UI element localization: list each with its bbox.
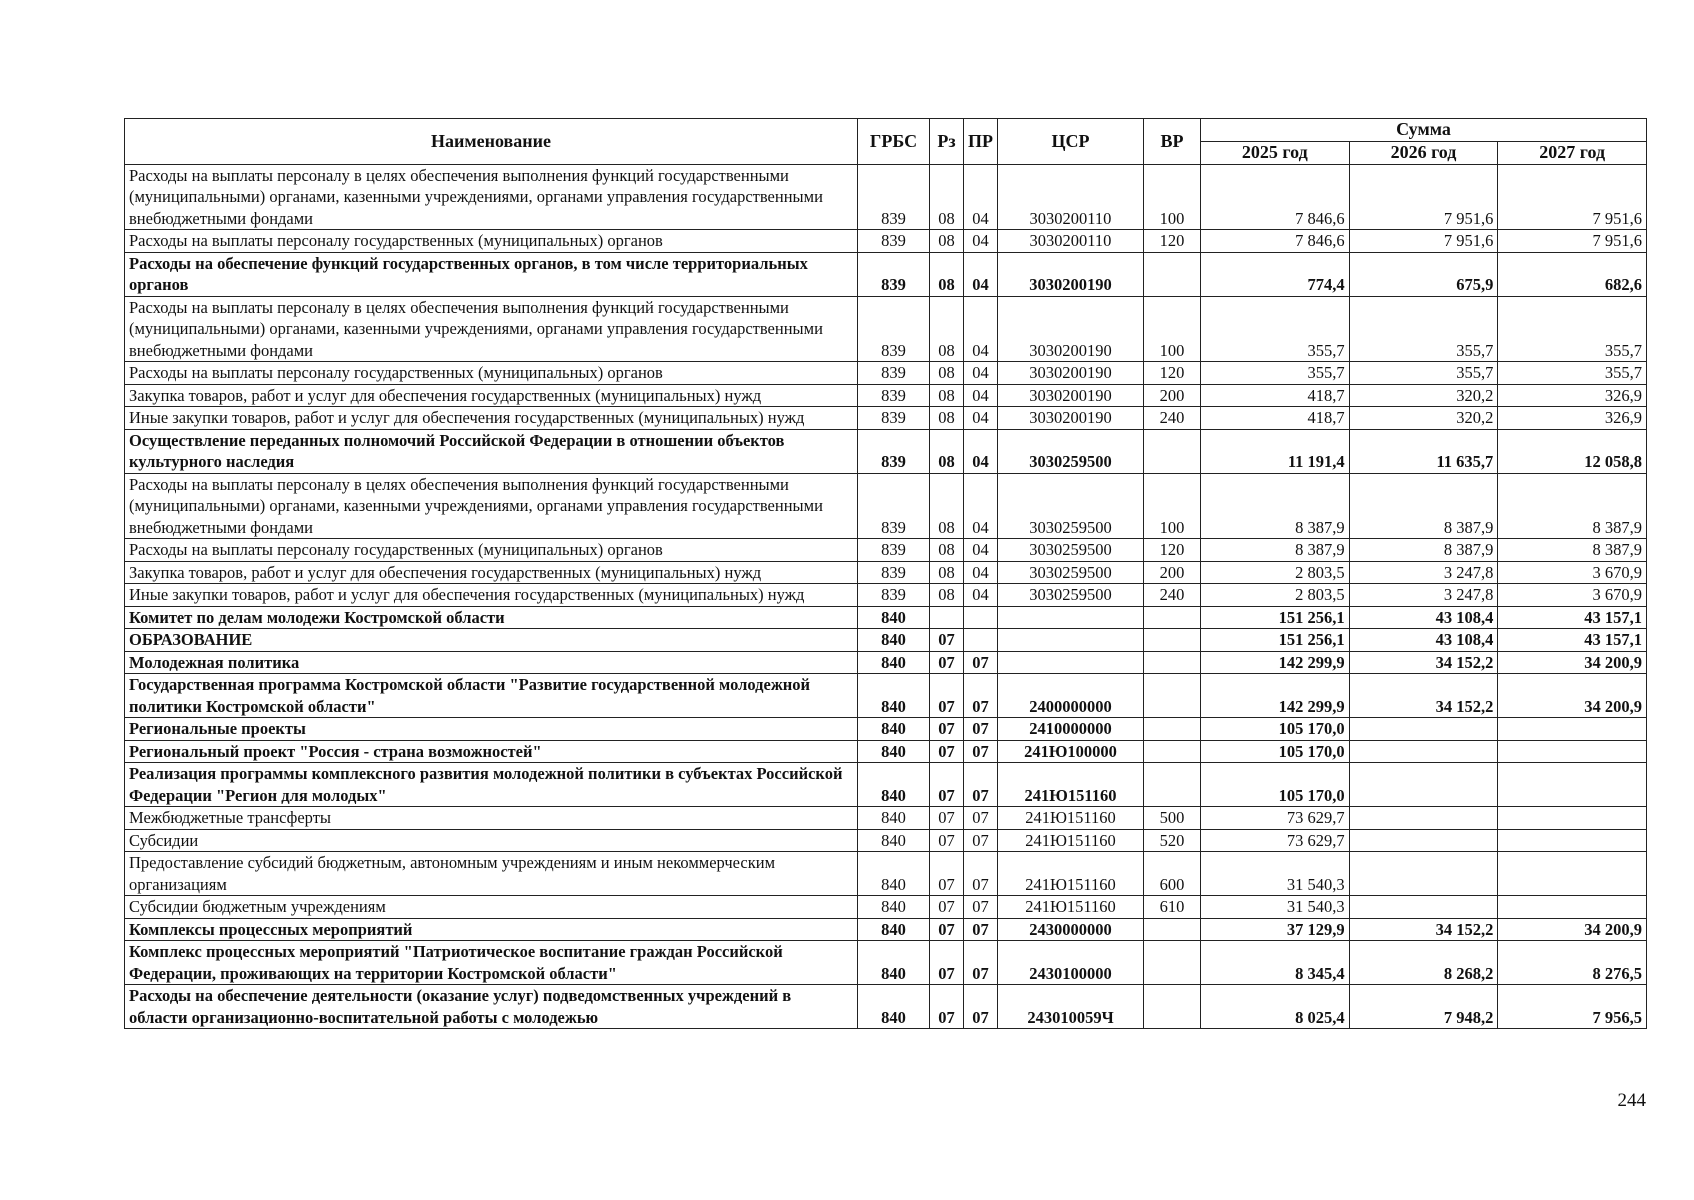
cell-vr <box>1144 651 1201 674</box>
cell-2027 <box>1498 763 1647 807</box>
cell-2027: 326,9 <box>1498 384 1647 407</box>
cell-vr <box>1144 718 1201 741</box>
cell-2026: 34 152,2 <box>1349 651 1498 674</box>
cell-2026 <box>1349 763 1498 807</box>
cell-csr: 3030200110 <box>998 164 1144 230</box>
cell-grbs: 839 <box>858 230 930 253</box>
cell-pr: 07 <box>964 740 998 763</box>
cell-pr: 07 <box>964 674 998 718</box>
cell-vr: 120 <box>1144 230 1201 253</box>
cell-grbs: 840 <box>858 852 930 896</box>
cell-name: Субсидии <box>125 829 858 852</box>
cell-2027: 43 157,1 <box>1498 629 1647 652</box>
cell-2026: 355,7 <box>1349 296 1498 362</box>
cell-name: Комплекс процессных мероприятий "Патриотическое воспитание граждан Российской Федерации, проживающих на территории Костромской области" <box>125 941 858 985</box>
cell-2026: 34 152,2 <box>1349 674 1498 718</box>
cell-2026: 320,2 <box>1349 407 1498 430</box>
cell-grbs: 840 <box>858 629 930 652</box>
cell-grbs: 840 <box>858 651 930 674</box>
cell-2026 <box>1349 807 1498 830</box>
table-row <box>125 629 1647 652</box>
cell-pr: 04 <box>964 473 998 539</box>
cell-grbs: 839 <box>858 429 930 473</box>
cell-vr <box>1144 629 1201 652</box>
cell-grbs: 840 <box>858 763 930 807</box>
cell-pr: 04 <box>964 407 998 430</box>
cell-csr: 241Ю151160 <box>998 763 1144 807</box>
cell-csr: 3030200190 <box>998 252 1144 296</box>
cell-name: Комитет по делам молодежи Костромской области <box>125 606 858 629</box>
cell-2026: 7 948,2 <box>1349 985 1498 1029</box>
cell-rz: 07 <box>930 896 964 919</box>
cell-2025: 355,7 <box>1201 362 1350 385</box>
cell-rz: 08 <box>930 362 964 385</box>
cell-vr: 500 <box>1144 807 1201 830</box>
cell-2027: 34 200,9 <box>1498 674 1647 718</box>
header-grbs: ГРБС <box>858 119 930 165</box>
cell-name: Расходы на обеспечение деятельности (оказание услуг) подведомственных учреждений в области организационно-воспитательной работы с молодежью <box>125 985 858 1029</box>
cell-2027 <box>1498 807 1647 830</box>
cell-rz: 08 <box>930 296 964 362</box>
cell-2025: 37 129,9 <box>1201 918 1350 941</box>
cell-vr: 200 <box>1144 384 1201 407</box>
cell-grbs: 840 <box>858 674 930 718</box>
table-row <box>125 985 1647 1029</box>
cell-name: Расходы на выплаты персоналу государственных (муниципальных) органов <box>125 230 858 253</box>
table-row <box>125 407 1647 430</box>
cell-2027: 12 058,8 <box>1498 429 1647 473</box>
cell-2027: 34 200,9 <box>1498 651 1647 674</box>
cell-2026 <box>1349 740 1498 763</box>
header-2025: 2025 год <box>1201 141 1350 164</box>
cell-2026: 34 152,2 <box>1349 918 1498 941</box>
cell-rz: 07 <box>930 852 964 896</box>
cell-grbs: 839 <box>858 362 930 385</box>
cell-vr: 610 <box>1144 896 1201 919</box>
cell-2025: 2 803,5 <box>1201 561 1350 584</box>
table-row <box>125 718 1647 741</box>
cell-pr: 04 <box>964 230 998 253</box>
cell-grbs: 840 <box>858 985 930 1029</box>
cell-csr: 2410000000 <box>998 718 1144 741</box>
cell-grbs: 840 <box>858 829 930 852</box>
cell-2026: 7 951,6 <box>1349 230 1498 253</box>
cell-grbs: 839 <box>858 539 930 562</box>
cell-2026: 8 387,9 <box>1349 473 1498 539</box>
cell-2026: 8 268,2 <box>1349 941 1498 985</box>
cell-2025: 142 299,9 <box>1201 674 1350 718</box>
header-2027: 2027 год <box>1498 141 1647 164</box>
cell-2026: 8 387,9 <box>1349 539 1498 562</box>
cell-rz: 08 <box>930 407 964 430</box>
table-row <box>125 740 1647 763</box>
cell-grbs: 839 <box>858 384 930 407</box>
cell-2025: 142 299,9 <box>1201 651 1350 674</box>
cell-csr: 3030200190 <box>998 384 1144 407</box>
cell-pr: 07 <box>964 941 998 985</box>
cell-csr: 243010059Ч <box>998 985 1144 1029</box>
cell-rz: 08 <box>930 384 964 407</box>
table-row <box>125 896 1647 919</box>
cell-vr: 520 <box>1144 829 1201 852</box>
header-vr: ВР <box>1144 119 1201 165</box>
cell-pr: 04 <box>964 584 998 607</box>
cell-2025: 73 629,7 <box>1201 807 1350 830</box>
cell-2025: 355,7 <box>1201 296 1350 362</box>
cell-csr: 3030200110 <box>998 230 1144 253</box>
cell-name: Государственная программа Костромской области "Развитие государственной молодежной политики Костромской области" <box>125 674 858 718</box>
cell-rz: 07 <box>930 985 964 1029</box>
table-row <box>125 473 1647 539</box>
cell-name: Комплексы процессных мероприятий <box>125 918 858 941</box>
cell-vr: 100 <box>1144 473 1201 539</box>
cell-name: Молодежная политика <box>125 651 858 674</box>
cell-2026 <box>1349 852 1498 896</box>
cell-rz: 07 <box>930 718 964 741</box>
cell-rz: 07 <box>930 941 964 985</box>
cell-vr: 600 <box>1144 852 1201 896</box>
cell-grbs: 839 <box>858 407 930 430</box>
cell-2025: 774,4 <box>1201 252 1350 296</box>
cell-vr: 100 <box>1144 164 1201 230</box>
cell-name: Иные закупки товаров, работ и услуг для обеспечения государственных (муниципальных) нужд <box>125 407 858 430</box>
table-row <box>125 941 1647 985</box>
cell-pr: 04 <box>964 539 998 562</box>
header-pr: ПР <box>964 119 998 165</box>
cell-rz: 08 <box>930 230 964 253</box>
cell-rz: 08 <box>930 473 964 539</box>
cell-2026: 7 951,6 <box>1349 164 1498 230</box>
table-row <box>125 606 1647 629</box>
cell-2027: 43 157,1 <box>1498 606 1647 629</box>
cell-grbs: 840 <box>858 606 930 629</box>
cell-csr <box>998 629 1144 652</box>
cell-pr: 04 <box>964 164 998 230</box>
table-row <box>125 584 1647 607</box>
cell-pr: 04 <box>964 296 998 362</box>
cell-name: Расходы на выплаты персоналу в целях обеспечения выполнения функций государственными (муниципальными) органами, казенными учреждениями, органами управления государственными внебюджетными фондами <box>125 473 858 539</box>
cell-name: Иные закупки товаров, работ и услуг для обеспечения государственных (муниципальных) нужд <box>125 584 858 607</box>
cell-rz: 08 <box>930 584 964 607</box>
cell-2025: 8 345,4 <box>1201 941 1350 985</box>
cell-csr <box>998 606 1144 629</box>
cell-2025: 151 256,1 <box>1201 629 1350 652</box>
table-row <box>125 429 1647 473</box>
page-number: 244 <box>1617 1090 1646 1111</box>
cell-2025: 7 846,6 <box>1201 164 1350 230</box>
cell-name: Региональный проект "Россия - страна возможностей" <box>125 740 858 763</box>
cell-2026: 43 108,4 <box>1349 606 1498 629</box>
cell-rz: 08 <box>930 539 964 562</box>
cell-2026 <box>1349 718 1498 741</box>
header-rz: Рз <box>930 119 964 165</box>
table-row <box>125 651 1647 674</box>
cell-name: Межбюджетные трансферты <box>125 807 858 830</box>
cell-name: Расходы на выплаты персоналу государственных (муниципальных) органов <box>125 539 858 562</box>
cell-vr <box>1144 941 1201 985</box>
cell-vr <box>1144 252 1201 296</box>
cell-rz: 08 <box>930 164 964 230</box>
table-row <box>125 852 1647 896</box>
cell-2025: 105 170,0 <box>1201 718 1350 741</box>
cell-name: Закупка товаров, работ и услуг для обеспечения государственных (муниципальных) нужд <box>125 384 858 407</box>
cell-2026: 43 108,4 <box>1349 629 1498 652</box>
cell-pr: 07 <box>964 985 998 1029</box>
cell-pr <box>964 606 998 629</box>
cell-2027: 8 387,9 <box>1498 473 1647 539</box>
cell-rz: 07 <box>930 674 964 718</box>
cell-grbs: 840 <box>858 941 930 985</box>
cell-2027: 682,6 <box>1498 252 1647 296</box>
cell-2027 <box>1498 852 1647 896</box>
cell-rz: 07 <box>930 829 964 852</box>
cell-grbs: 840 <box>858 807 930 830</box>
cell-pr: 04 <box>964 561 998 584</box>
cell-name: Субсидии бюджетным учреждениям <box>125 896 858 919</box>
cell-2026: 11 635,7 <box>1349 429 1498 473</box>
table-row <box>125 561 1647 584</box>
cell-2027: 8 276,5 <box>1498 941 1647 985</box>
cell-vr: 120 <box>1144 539 1201 562</box>
cell-pr: 07 <box>964 829 998 852</box>
cell-2026: 675,9 <box>1349 252 1498 296</box>
cell-name: Расходы на выплаты персоналу в целях обеспечения выполнения функций государственными (муниципальными) органами, казенными учреждениями, органами управления государственными внебюджетными фондами <box>125 164 858 230</box>
cell-csr: 3030259500 <box>998 561 1144 584</box>
cell-2025: 418,7 <box>1201 384 1350 407</box>
cell-rz: 07 <box>930 629 964 652</box>
table-row <box>125 230 1647 253</box>
cell-csr: 241Ю151160 <box>998 896 1144 919</box>
cell-2025: 7 846,6 <box>1201 230 1350 253</box>
cell-vr: 120 <box>1144 362 1201 385</box>
cell-pr: 07 <box>964 807 998 830</box>
cell-vr: 200 <box>1144 561 1201 584</box>
cell-csr: 2430000000 <box>998 918 1144 941</box>
header-2026: 2026 год <box>1349 141 1498 164</box>
budget-table <box>124 118 1647 1029</box>
cell-csr: 2400000000 <box>998 674 1144 718</box>
cell-2025: 11 191,4 <box>1201 429 1350 473</box>
cell-2026: 355,7 <box>1349 362 1498 385</box>
cell-csr: 2430100000 <box>998 941 1144 985</box>
cell-csr: 3030259500 <box>998 584 1144 607</box>
cell-pr: 07 <box>964 763 998 807</box>
cell-pr: 04 <box>964 252 998 296</box>
cell-2025: 151 256,1 <box>1201 606 1350 629</box>
cell-pr: 07 <box>964 918 998 941</box>
table-row <box>125 296 1647 362</box>
cell-name: Закупка товаров, работ и услуг для обеспечения государственных (муниципальных) нужд <box>125 561 858 584</box>
cell-rz: 08 <box>930 561 964 584</box>
cell-grbs: 839 <box>858 164 930 230</box>
cell-2025: 105 170,0 <box>1201 763 1350 807</box>
cell-2025: 2 803,5 <box>1201 584 1350 607</box>
cell-grbs: 839 <box>858 584 930 607</box>
cell-vr: 240 <box>1144 584 1201 607</box>
cell-2027: 3 670,9 <box>1498 584 1647 607</box>
cell-2027 <box>1498 718 1647 741</box>
table-row <box>125 763 1647 807</box>
cell-2027 <box>1498 829 1647 852</box>
cell-csr: 3030200190 <box>998 407 1144 430</box>
cell-vr: 100 <box>1144 296 1201 362</box>
cell-name: Расходы на выплаты персоналу в целях обеспечения выполнения функций государственными (муниципальными) органами, казенными учреждениями, органами управления государственными внебюджетными фондами <box>125 296 858 362</box>
cell-csr <box>998 651 1144 674</box>
cell-rz: 07 <box>930 740 964 763</box>
cell-2027: 355,7 <box>1498 362 1647 385</box>
table-row <box>125 384 1647 407</box>
cell-name: Предоставление субсидий бюджетным, автономным учреждениям и иным некоммерческим организациям <box>125 852 858 896</box>
cell-csr: 3030259500 <box>998 539 1144 562</box>
cell-grbs: 840 <box>858 718 930 741</box>
cell-rz: 07 <box>930 651 964 674</box>
cell-csr: 3030200190 <box>998 296 1144 362</box>
cell-vr <box>1144 429 1201 473</box>
cell-2027: 3 670,9 <box>1498 561 1647 584</box>
cell-pr: 07 <box>964 896 998 919</box>
cell-vr <box>1144 918 1201 941</box>
cell-2026: 320,2 <box>1349 384 1498 407</box>
cell-grbs: 839 <box>858 296 930 362</box>
table-body <box>125 164 1647 1029</box>
cell-2025: 8 387,9 <box>1201 473 1350 539</box>
cell-rz: 08 <box>930 429 964 473</box>
cell-rz <box>930 606 964 629</box>
cell-2027: 7 956,5 <box>1498 985 1647 1029</box>
table-header <box>125 119 1647 165</box>
cell-2025: 105 170,0 <box>1201 740 1350 763</box>
cell-2025: 8 387,9 <box>1201 539 1350 562</box>
cell-2025: 418,7 <box>1201 407 1350 430</box>
cell-2025: 8 025,4 <box>1201 985 1350 1029</box>
cell-csr: 3030259500 <box>998 473 1144 539</box>
cell-csr: 241Ю151160 <box>998 852 1144 896</box>
cell-csr: 3030200190 <box>998 362 1144 385</box>
cell-grbs: 839 <box>858 473 930 539</box>
table-row <box>125 918 1647 941</box>
cell-csr: 241Ю100000 <box>998 740 1144 763</box>
cell-pr: 04 <box>964 362 998 385</box>
cell-rz: 07 <box>930 763 964 807</box>
cell-2027 <box>1498 740 1647 763</box>
header-sum: Сумма <box>1201 119 1647 142</box>
cell-name: Региональные проекты <box>125 718 858 741</box>
table-row <box>125 539 1647 562</box>
cell-grbs: 840 <box>858 896 930 919</box>
cell-name: Расходы на обеспечение функций государственных органов, в том числе территориальных органов <box>125 252 858 296</box>
cell-2027: 7 951,6 <box>1498 230 1647 253</box>
cell-rz: 08 <box>930 252 964 296</box>
cell-pr: 07 <box>964 718 998 741</box>
cell-2027: 355,7 <box>1498 296 1647 362</box>
table-row <box>125 164 1647 230</box>
cell-rz: 07 <box>930 918 964 941</box>
cell-vr <box>1144 606 1201 629</box>
cell-name: Реализация программы комплексного развития молодежной политики в субъектах Российской Федерации "Регион для молодых" <box>125 763 858 807</box>
cell-vr: 240 <box>1144 407 1201 430</box>
table-row <box>125 807 1647 830</box>
cell-name: Осуществление переданных полномочий Российской Федерации в отношении объектов культурного наследия <box>125 429 858 473</box>
table-row <box>125 252 1647 296</box>
cell-2025: 31 540,3 <box>1201 852 1350 896</box>
cell-2027: 7 951,6 <box>1498 164 1647 230</box>
cell-vr <box>1144 985 1201 1029</box>
cell-2027: 34 200,9 <box>1498 918 1647 941</box>
cell-vr <box>1144 763 1201 807</box>
cell-pr: 07 <box>964 651 998 674</box>
cell-2027: 8 387,9 <box>1498 539 1647 562</box>
cell-vr <box>1144 674 1201 718</box>
cell-name: ОБРАЗОВАНИЕ <box>125 629 858 652</box>
cell-2026 <box>1349 896 1498 919</box>
cell-grbs: 839 <box>858 561 930 584</box>
header-name: Наименование <box>125 119 858 165</box>
cell-2027: 326,9 <box>1498 407 1647 430</box>
cell-2026: 3 247,8 <box>1349 561 1498 584</box>
cell-pr: 04 <box>964 429 998 473</box>
cell-grbs: 839 <box>858 252 930 296</box>
cell-vr <box>1144 740 1201 763</box>
cell-csr: 241Ю151160 <box>998 829 1144 852</box>
cell-pr <box>964 629 998 652</box>
cell-name: Расходы на выплаты персоналу государственных (муниципальных) органов <box>125 362 858 385</box>
table-row <box>125 829 1647 852</box>
cell-csr: 241Ю151160 <box>998 807 1144 830</box>
cell-2026 <box>1349 829 1498 852</box>
table-row <box>125 674 1647 718</box>
cell-grbs: 840 <box>858 918 930 941</box>
cell-csr: 3030259500 <box>998 429 1144 473</box>
header-csr: ЦСР <box>998 119 1144 165</box>
cell-2026: 3 247,8 <box>1349 584 1498 607</box>
cell-2025: 31 540,3 <box>1201 896 1350 919</box>
cell-pr: 04 <box>964 384 998 407</box>
cell-grbs: 840 <box>858 740 930 763</box>
cell-2025: 73 629,7 <box>1201 829 1350 852</box>
cell-pr: 07 <box>964 852 998 896</box>
cell-2027 <box>1498 896 1647 919</box>
table-row <box>125 362 1647 385</box>
cell-rz: 07 <box>930 807 964 830</box>
